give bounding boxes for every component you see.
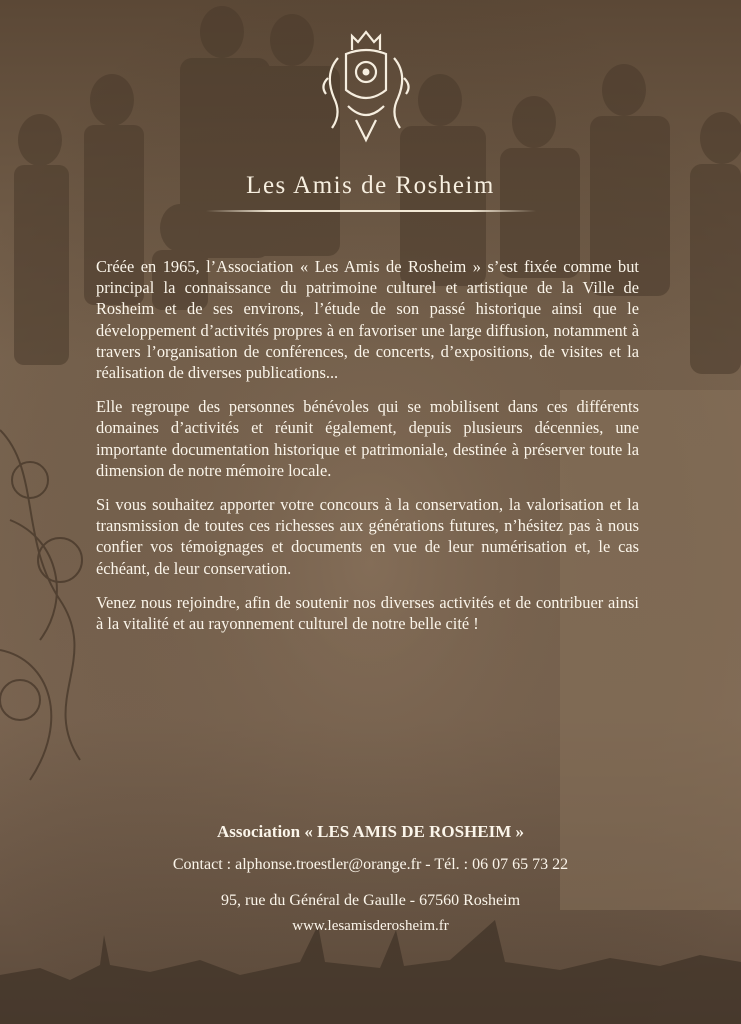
rosheim-emblem — [318, 28, 414, 148]
page-title: Les Amis de Rosheim — [246, 172, 495, 199]
website-link[interactable]: www.lesamisderosheim.fr — [292, 918, 449, 934]
paragraph-contribute: Si vous souhaitez apporter votre concours à la conservation, la valorisation et la transmission de toutes ces richesses aux générations futures, n’hésitez pas à nous confier vos témoignages et documents en vue de leur numérisation et, le cas échéant, de leur conservation. — [96, 495, 639, 578]
paragraph-intro: Créée en 1965, l’Association « Les Amis de Rosheim » s’est fixée comme but principal la connaissance du patrimoine culturel et artistique de la Ville de Rosheim et de ses environs, l’étude de son passé historique ainsi que le développement d’activités propres à en favoriser une large diffusion, notamment à travers l’organisation de conférences, de concerts, d’expositions, de visites et la réalisation de diverses publications... — [96, 257, 639, 383]
contact-line: Contact : alphonse.troestler@orange.fr - Tél. : 06 07 65 73 22 — [172, 856, 569, 873]
body-text — [96, 256, 639, 647]
paragraph-join: Venez nous rejoindre, afin de soutenir nos diverses activités et de contribuer ainsi à la vitalité et au rayonnement culturel de notre belle cité ! — [96, 592, 639, 634]
title-divider — [206, 210, 536, 212]
address-line: 95, rue du Général de Gaulle - 67560 Rosheim — [220, 892, 521, 909]
paragraph-members: Elle regroupe des personnes bénévoles qui se mobilisent dans ces différents domaines d’activités et réunit également, depuis plusieurs décennies, une importante documentation historique et patrimoniale, destinée à préserver toute la dimension de notre mémoire locale. — [96, 397, 639, 480]
association-name: Association « LES AMIS DE ROSHEIM » — [217, 822, 524, 841]
